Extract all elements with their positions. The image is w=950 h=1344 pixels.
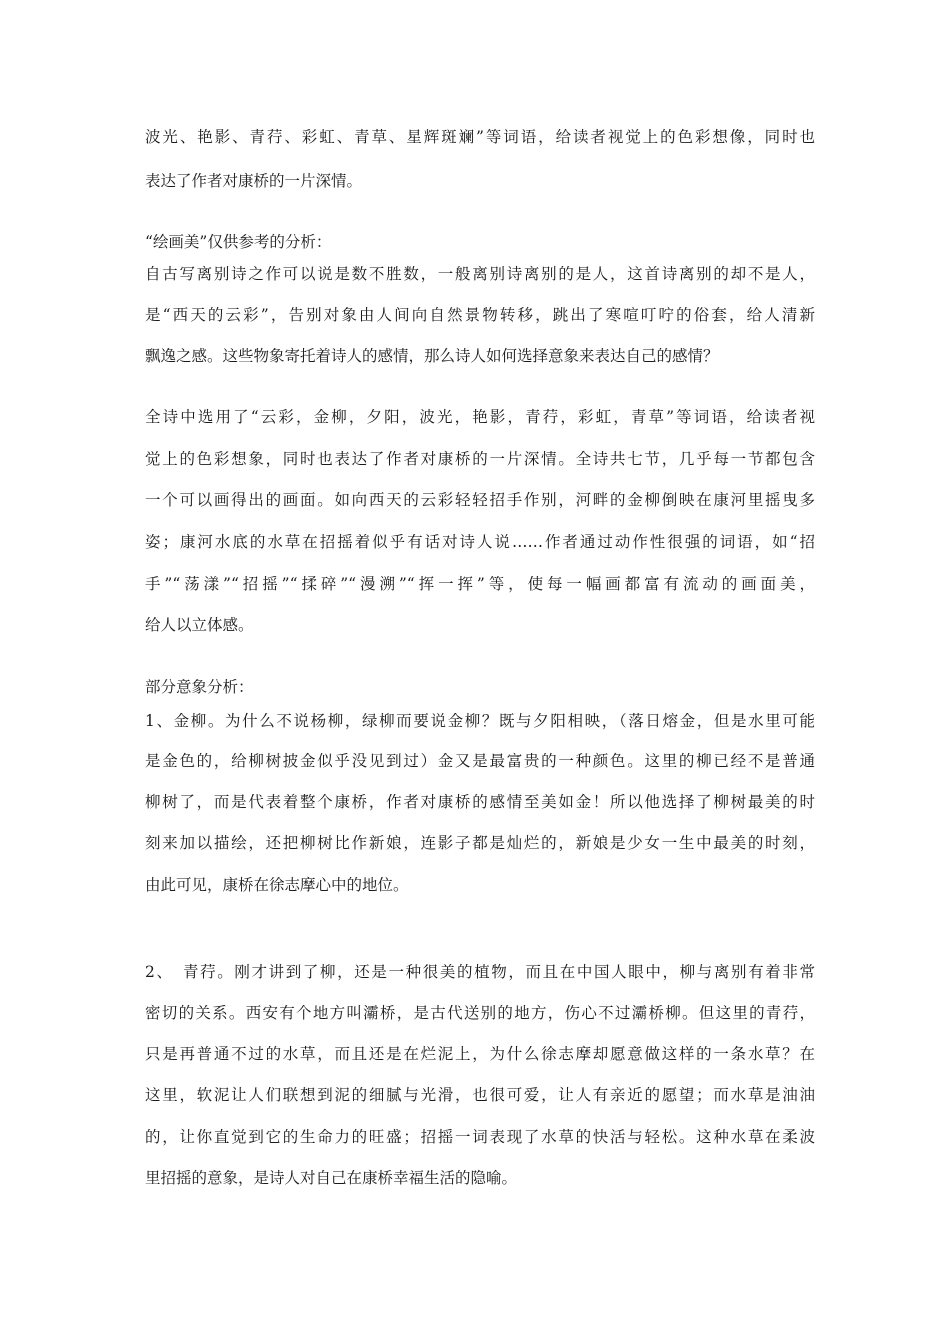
- paragraph-line: 的，让你直觉到它的生命力的旺盛；招摇一词表现了水草的快活与轻松。这种水草在柔波: [145, 1128, 815, 1146]
- section-heading: “绘画美”仅供参考的分析：: [145, 233, 332, 251]
- paragraph-line: 全诗中选用了“云彩，金柳，夕阳，波光，艳影，青荇，彩虹，青草”等词语，给读者视: [145, 408, 815, 426]
- paragraph-line: 是金色的，给柳树披金似乎没见到过）金又是最富贵的一种颜色。这里的柳已经不是普通: [145, 752, 815, 770]
- paragraph-line: 刻来加以描绘，还把柳树比作新娘，连影子都是灿烂的，新娘是少女一生中最美的时刻，: [145, 834, 815, 852]
- paragraph-line: 觉上的色彩想象，同时也表达了作者对康桥的一片深情。全诗共七节，几乎每一节都包含: [145, 450, 815, 468]
- paragraph-line: 自古写离别诗之作可以说是数不胜数，一般离别诗离别的是人，这首诗离别的却不是人，: [145, 265, 815, 283]
- paragraph-line: 只是再普通不过的水草，而且还是在烂泥上，为什么徐志摩却愿意做这样的一条水草？在: [145, 1045, 815, 1063]
- paragraph-line: 1、金柳。为什么不说杨柳，绿柳而要说金柳？既与夕阳相映，（落日熔金，但是水里可能: [145, 712, 815, 730]
- paragraph-line: 表达了作者对康桥的一片深情。: [145, 172, 363, 190]
- paragraph-line: 密切的关系。西安有个地方叫灞桥，是古代送别的地方，伤心不过灞桥柳。但这里的青荇，: [145, 1004, 815, 1022]
- paragraph-line: 由此可见，康桥在徐志摩心中的地位。: [145, 876, 409, 894]
- paragraph-line: 给人以立体感。: [145, 616, 254, 634]
- paragraph-line: 这里，软泥让人们联想到泥的细腻与光滑，也很可爱，让人有亲近的愿望；而水草是油油: [145, 1086, 815, 1104]
- paragraph-line: 2、 青荇。刚才讲到了柳，还是一种很美的植物，而且在中国人眼中，柳与离别有着非常: [145, 963, 815, 981]
- paragraph-line: 姿；康河水底的水草在招摇着似乎有话对诗人说……作者通过动作性很强的词语，如“招: [145, 533, 815, 551]
- paragraph-line: 飘逸之感。这些物象寄托着诗人的感情，那么诗人如何选择意象来表达自己的感情？: [145, 347, 719, 365]
- section-heading: 部分意象分析：: [145, 678, 254, 696]
- paragraph-line: 手”“荡漾”“招摇”“揉碎”“漫溯”“挥一挥”等，使每一幅画都富有流动的画面美，: [145, 575, 815, 593]
- paragraph-line: 是“西天的云彩”，告别对象由人间向自然景物转移，跳出了寒喧叮咛的俗套，给人清新: [145, 306, 815, 324]
- paragraph-line: 里招摇的意象，是诗人对自己在康桥幸福生活的隐喻。: [145, 1169, 518, 1187]
- paragraph-line: 柳树了，而是代表着整个康桥，作者对康桥的感情至美如金！所以他选择了柳树最美的时: [145, 793, 815, 811]
- paragraph-line: 一个可以画得出的画面。如向西天的云彩轻轻招手作别，河畔的金柳倒映在康河里摇曳多: [145, 491, 815, 509]
- paragraph-line: 波光、艳影、青荇、彩虹、青草、星辉斑斓”等词语，给读者视觉上的色彩想像，同时也: [145, 128, 815, 146]
